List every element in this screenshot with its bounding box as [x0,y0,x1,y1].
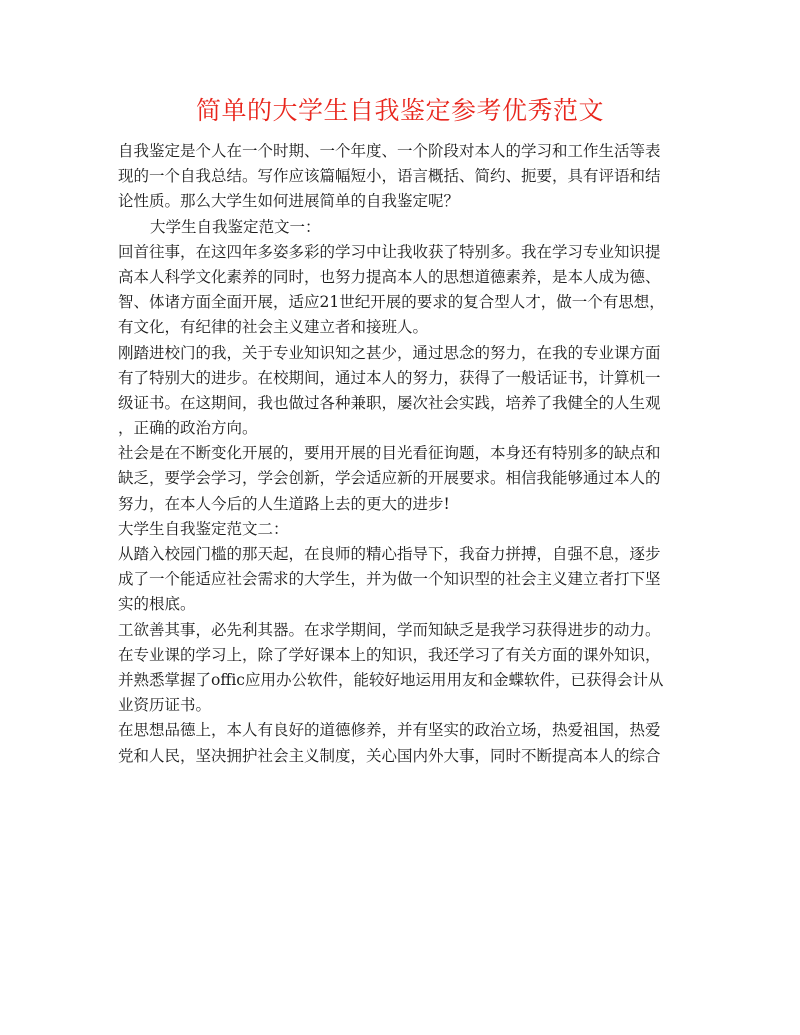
section-heading: 大学生自我鉴定范文二： [118,519,289,538]
paragraph-line: 论性质。那么大学生如何进展简单的自我鉴定呢？ [118,192,460,211]
paragraph-line: 实的根底。 [118,595,196,614]
paragraph-line: 社会是在不断变化开展的，要用开展的目光看征询题，本身还有特别多的缺点和 [118,444,661,463]
paragraph-line: 在思想品德上，本人有良好的道德修养，并有坚实的政治立场，热爱祖国，热爱 [118,721,661,740]
paragraph-line: 工欲善其事，必先利其器。在求学期间，学而知缺乏是我学习获得进步的动力。 [118,620,661,639]
paragraph-line: 高本人科学文化素养的同时，也努力提高本人的思想道德素养，是本人成为德、 [118,267,661,286]
paragraph-line: 级证书。在这期间，我也做过各种兼职，屡次社会实践，培养了我健全的人生观 [118,393,661,412]
paragraph-line: 刚踏进校门的我，关于专业知识知之甚少，通过思念的努力，在我的专业课方面 [118,343,661,362]
paragraph-line: 智、体诸方面全面开展，适应21世纪开展的要求的复合型人才，做一个有思想， [118,293,665,312]
paragraph-line: 党和人民，坚决拥护社会主义制度，关心国内外大事，同时不断提高本人的综合 [118,746,661,765]
paragraph-line: ，正确的政治方向。 [118,419,258,438]
paragraph-line: 成了一个能适应社会需求的大学生，并为做一个知识型的社会主义建立者打下坚 [118,570,661,589]
paragraph-line: 业资历证书。 [118,696,212,715]
document-title: 简单的大学生自我鉴定参考优秀范文 [195,96,604,125]
paragraph-line: 自我鉴定是个人在一个时期、一个年度、一个阶段对本人的学习和工作生活等表 [118,142,661,160]
paragraph-line: 努力，在本人今后的人生道路上去的更大的进步! [118,494,450,513]
paragraph-line: 回首往事，在这四年多姿多彩的学习中让我收获了特别多。我在学习专业知识提 [118,242,661,261]
paragraph-line: 并熟悉掌握了offic应用办公软件，能较好地运用用友和金蝶软件，已获得会计从 [118,670,664,689]
document-body [118,139,688,769]
paragraph-line: 有了特别大的进步。在校期间，通过本人的努力，获得了一般话证书，计算机一 [118,368,661,387]
paragraph-line: 缺乏，要学会学习，学会创新，学会适应新的开展要求。相信我能够通过本人的 [118,469,661,488]
paragraph-line: 在专业课的学习上，除了学好课本上的知识，我还学习了有关方面的课外知识， [118,645,661,664]
paragraph-line: 从踏入校园门槛的那天起，在良师的精心指导下，我奋力拼搏，自强不息，逐步 [118,545,661,563]
paragraph-line: 现的一个自我总结。写作应该篇幅短小，语言概括、简约、扼要，具有评语和结 [118,167,661,186]
paragraph-line: 有文化，有纪律的社会主义建立者和接班人。 [118,318,429,337]
section-heading: 大学生自我鉴定范文一： [150,217,321,236]
